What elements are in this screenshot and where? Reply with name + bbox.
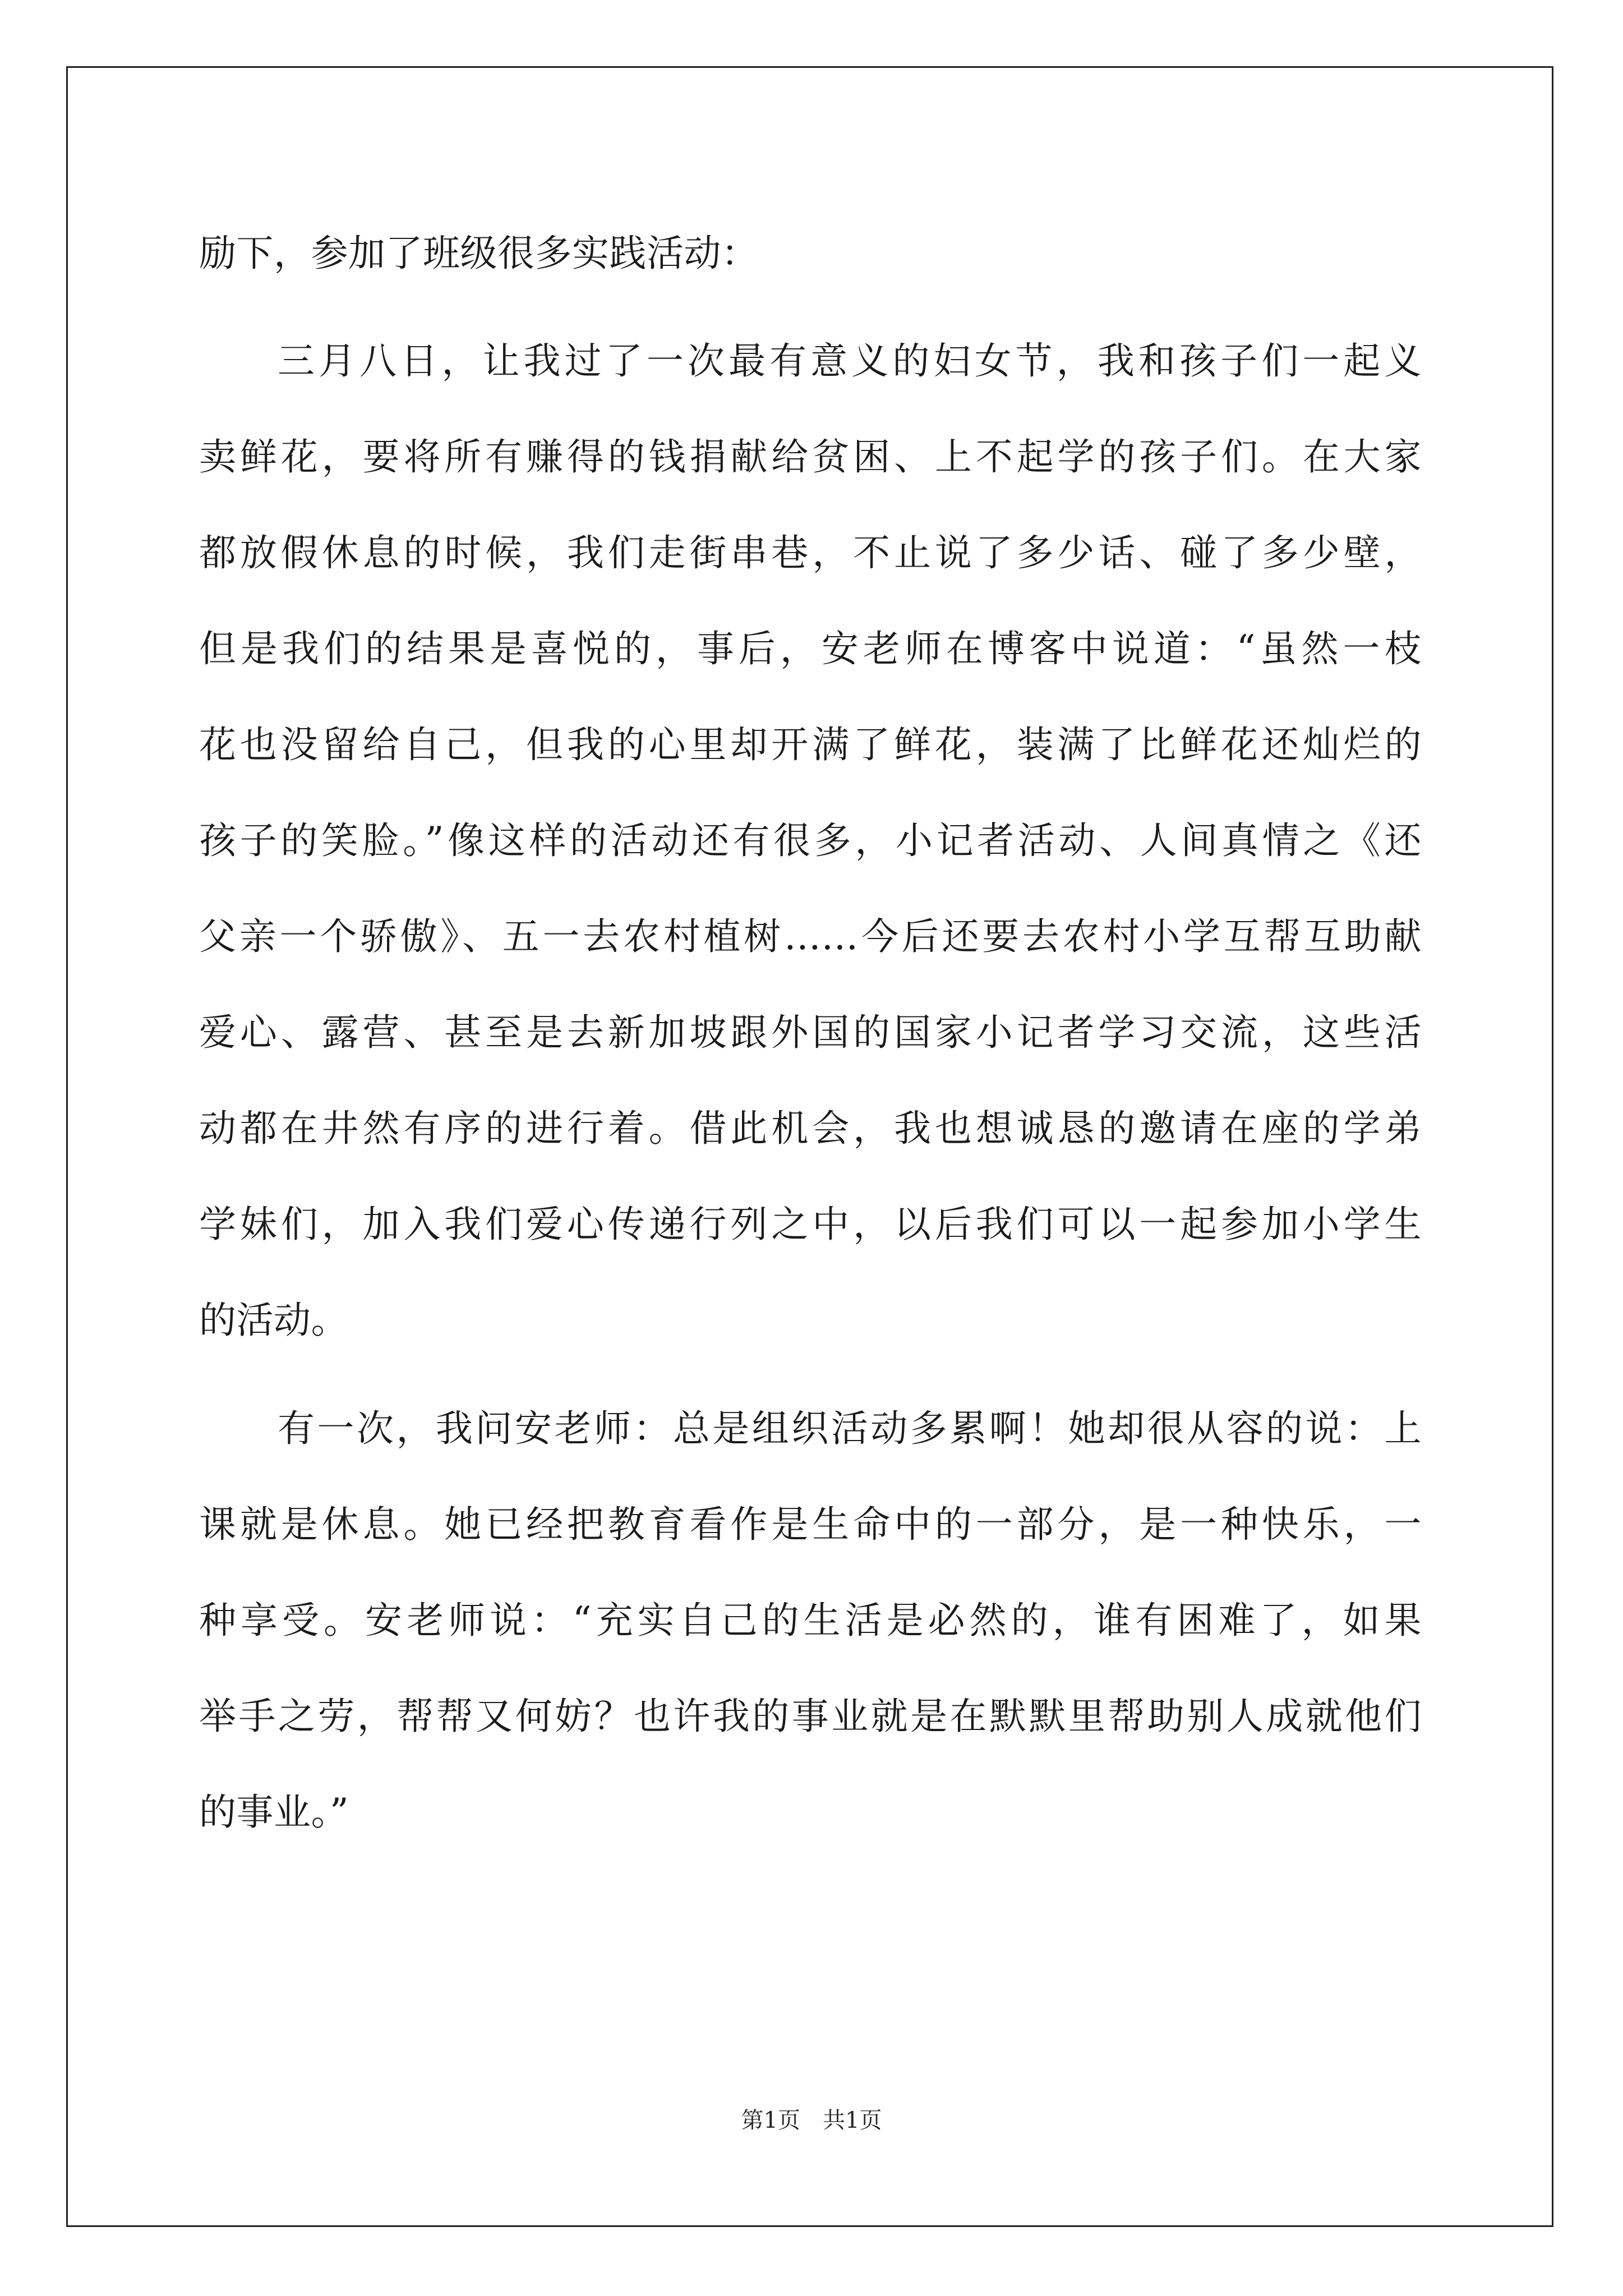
text-line: 但是我们的结果是喜悦的，事后，安老师在博客中说道：“虽然一枝 (199, 627, 1422, 670)
page-number-footer: 第1页 共1页 (741, 2108, 882, 2133)
text-line: 都放假休息的时候，我们走街串巷，不止说了多少话、碰了多少壁， (199, 531, 1422, 574)
text-line: 励下，参加了班级很多实践活动： (199, 232, 759, 275)
text-line: 父亲一个骄傲》、五一去农村植树……今后还要去农村小学互帮互助献 (199, 915, 1422, 958)
text-line: 课就是休息。她已经把教育看作是生命中的一部分，是一种快乐，一 (199, 1503, 1422, 1546)
text-line: 有一次，我问安老师：总是组织活动多累啊！她却很从容的说：上 (278, 1407, 1422, 1450)
text-line: 孩子的笑脸。”像这样的活动还有很多，小记者活动、人间真情之《还 (199, 819, 1422, 862)
text-line: 动都在井然有序的进行着。借此机会，我也想诚恳的邀请在座的学弟 (199, 1107, 1422, 1150)
text-line: 爱心、露营、甚至是去新加坡跟外国的国家小记者学习交流，这些活 (199, 1011, 1422, 1054)
text-line: 种享受。安老师说：“充实自己的生活是必然的，谁有困难了，如果 (199, 1599, 1422, 1642)
text-line: 三月八日，让我过了一次最有意义的妇女节，我和孩子们一起义 (278, 339, 1422, 383)
text-line: 花也没留给自己，但我的心里却开满了鲜花，装满了比鲜花还灿烂的 (199, 723, 1422, 766)
text-line: 的活动。 (199, 1299, 348, 1342)
text-line: 学妹们，加入我们爱心传递行列之中，以后我们可以一起参加小学生 (199, 1203, 1422, 1246)
text-line: 举手之劳，帮帮又何妨？也许我的事业就是在默默里帮助别人成就他们 (199, 1695, 1422, 1738)
text-line: 卖鲜花，要将所有赚得的钱捐献给贫困、上不起学的孩子们。在大家 (199, 435, 1422, 478)
text-line: 的事业。” (199, 1791, 349, 1834)
